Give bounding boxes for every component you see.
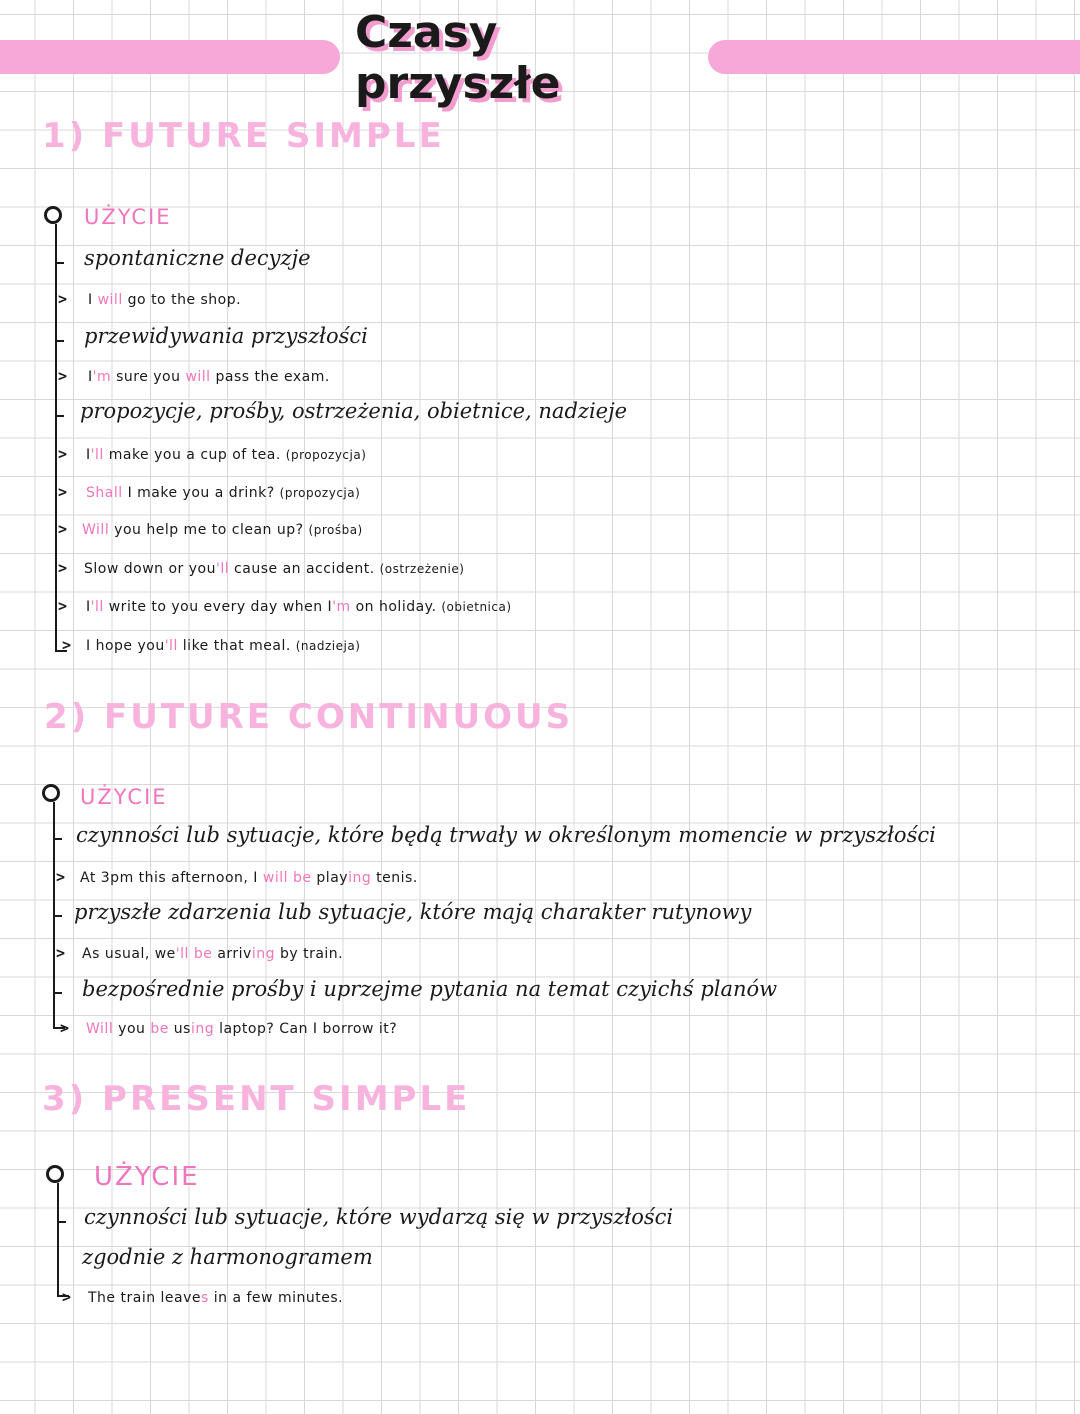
title-banner-right: [708, 40, 1080, 74]
section-bullet-icon: [42, 784, 60, 802]
line-tick: [54, 992, 62, 994]
example-sentence: At 3pm this afternoon, I will be playing tenis.: [80, 870, 418, 886]
section-line: [57, 1183, 59, 1295]
line-tick: [54, 915, 62, 917]
section-heading-future-simple: 1) FUTURE SIMPLE: [42, 116, 445, 156]
section-line: [55, 224, 57, 650]
example-sentence: As usual, we'll be arriving by train.: [82, 946, 344, 962]
example-sentence: I'll write to you every day when I'm on holiday. (obietnica): [86, 599, 512, 615]
arrow-icon: >: [58, 559, 68, 577]
title-banner-left: [0, 40, 340, 74]
usage-label: UŻYCIE: [80, 785, 168, 809]
example-sentence: The train leaves in a few minutes.: [88, 1290, 344, 1306]
line-tick: [56, 340, 64, 342]
usage-rule: przyszłe zdarzenia lub sytuacje, które mają charakter rutynowy: [74, 900, 752, 924]
example-sentence: I'm sure you will pass the exam.: [88, 369, 330, 385]
section-bullet-icon: [44, 206, 62, 224]
example-sentence: I will go to the shop.: [88, 292, 242, 308]
section-heading-future-continuous: 2) FUTURE CONTINUOUS: [44, 697, 574, 737]
usage-rule: czynności lub sytuacje, które wydarzą się w przyszłości: [84, 1205, 674, 1229]
usage-rule: zgodnie z harmonogramem: [82, 1245, 373, 1269]
example-sentence: Slow down or you'll cause an accident. (ostrzeżenie): [84, 561, 465, 577]
line-tick: [56, 262, 64, 264]
usage-rule: przewidywania przyszłości: [84, 324, 368, 348]
usage-label: UŻYCIE: [94, 1162, 200, 1192]
arrow-icon: >: [62, 636, 72, 654]
example-sentence: I hope you'll like that meal. (nadzieja): [86, 638, 361, 654]
arrow-icon: >: [56, 944, 66, 962]
example-sentence: Shall I make you a drink? (propozycja): [86, 485, 361, 501]
arrow-icon: >: [56, 868, 66, 886]
example-sentence: Will you be using laptop? Can I borrow it?: [86, 1021, 398, 1037]
line-tick: [54, 838, 62, 840]
usage-rule: propozycje, prośby, ostrzeżenia, obietnice, nadzieje: [80, 399, 628, 423]
usage-label: UŻYCIE: [84, 205, 172, 229]
arrow-icon: >: [58, 290, 68, 308]
arrow-icon: >: [58, 597, 68, 615]
section-heading-present-simple: 3) PRESENT SIMPLE: [42, 1079, 471, 1119]
line-tick: [58, 1221, 66, 1223]
arrow-icon: >: [58, 483, 68, 501]
page-title: Czasy przyszłe: [355, 7, 561, 109]
usage-rule: bezpośrednie prośby i uprzejme pytania na temat czyichś planów: [82, 977, 778, 1001]
example-sentence: I'll make you a cup of tea. (propozycja): [86, 447, 367, 463]
arrow-icon: >: [58, 520, 68, 538]
arrow-icon: >: [62, 1288, 72, 1306]
arrow-icon: >: [60, 1019, 70, 1037]
arrow-icon: >: [58, 445, 68, 463]
line-tick: [56, 415, 64, 417]
example-sentence: Will you help me to clean up? (prośba): [82, 522, 363, 538]
section-bullet-icon: [46, 1165, 64, 1183]
usage-rule: spontaniczne decyzje: [84, 246, 311, 270]
usage-rule: czynności lub sytuacje, które będą trwały w określonym momencie w przyszłości: [76, 823, 936, 847]
arrow-icon: >: [58, 367, 68, 385]
